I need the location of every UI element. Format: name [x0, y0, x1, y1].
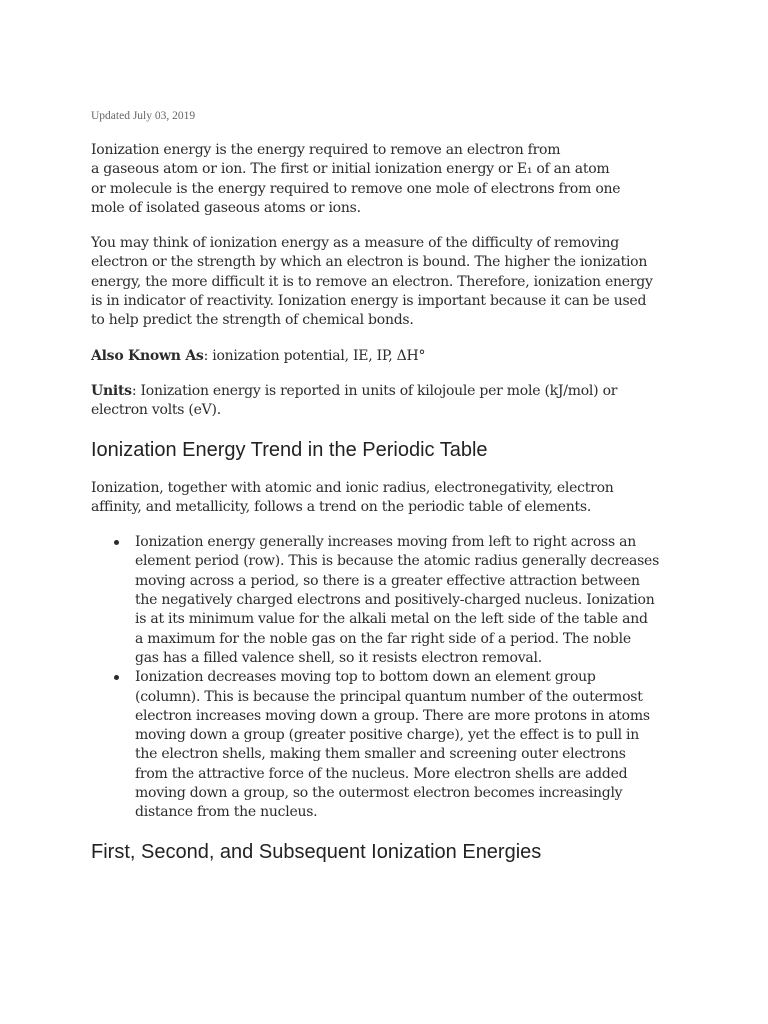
- list-item: Ionization decreases moving top to bottom down an element group (column). This is because the principal quantum number of the outermost electron increases moving down a group. There are more protons in atoms moving down a group (greater positive charge), yet the effect is to pull in the electron shells, making them smaller and screening outer electrons from the attractive force of the nucleus. More electron shells are added moving down a group, so the outermost electron becomes increasingly distance from the nucleus.: [91, 668, 691, 822]
- intro-line: mole of isolated gaseous atoms or ions.: [91, 199, 361, 216]
- also-known-as-paragraph: [91, 347, 691, 366]
- trend-intro-line: affinity, and metallicity, follows a trend on the periodic table of elements.: [91, 498, 592, 515]
- intro-paragraph: [91, 141, 691, 218]
- units-text-line: electron volts (eV).: [91, 402, 221, 419]
- trend-intro-line: Ionization, together with atomic and ionic radius, electronegativity, electron: [91, 479, 614, 496]
- measure-paragraph: [91, 234, 691, 330]
- trend-intro-paragraph: [91, 479, 691, 518]
- intro-line: Ionization energy is the energy required to remove an electron from: [91, 142, 561, 158]
- also-known-as-text: : ionization potential, IE, IP, ΔH°: [203, 347, 426, 364]
- trend-bullet-list: [91, 533, 691, 822]
- units-label: Units: [91, 382, 132, 399]
- intro-line: a gaseous atom or ion. The first or initial ionization energy or E₁ of an atom: [91, 161, 610, 178]
- units-text: : Ionization energy is reported in units of kilojoule per mole (kJ/mol) or: [131, 382, 618, 399]
- measure-line: electron or the strength by which an electron is bound. The higher the ionization: [91, 254, 648, 271]
- bullet-dot-icon: [114, 540, 119, 545]
- article-body: [91, 108, 691, 881]
- updated-date: Updated July 03, 2019: [91, 110, 196, 122]
- subsequent-heading: First, Second, and Subsequent Ionization Energies: [91, 840, 542, 863]
- measure-line: You may think of ionization energy as a measure of the difficulty of removing: [91, 235, 619, 252]
- measure-line: is in indicator of reactivity. Ionization energy is important because it can be used: [91, 293, 647, 310]
- trend-heading: Ionization Energy Trend in the Periodic Table: [91, 438, 488, 461]
- list-item: Ionization energy generally increases moving from left to right across an element period (row). This is because the atomic radius generally decreases moving across a period, so there is a greater effective attraction between the negatively charged electrons and positively-charged nucleus. Ionization is at its minimum value for the alkali metal on the left side of the table and a maximum for the noble gas on the far right side of a period. The noble gas has a filled valence shell, so it resists electron removal.: [91, 533, 691, 668]
- units-paragraph: [91, 382, 691, 421]
- bullet-dot-icon: [114, 675, 119, 680]
- measure-line: energy, the more difficult it is to remove an electron. Therefore, ionization energy: [91, 273, 653, 290]
- intro-line: or molecule is the energy required to remove one mole of electrons from one: [91, 180, 621, 197]
- measure-line: to help predict the strength of chemical bonds.: [91, 312, 414, 329]
- also-known-as-label: Also Known As: [91, 347, 204, 364]
